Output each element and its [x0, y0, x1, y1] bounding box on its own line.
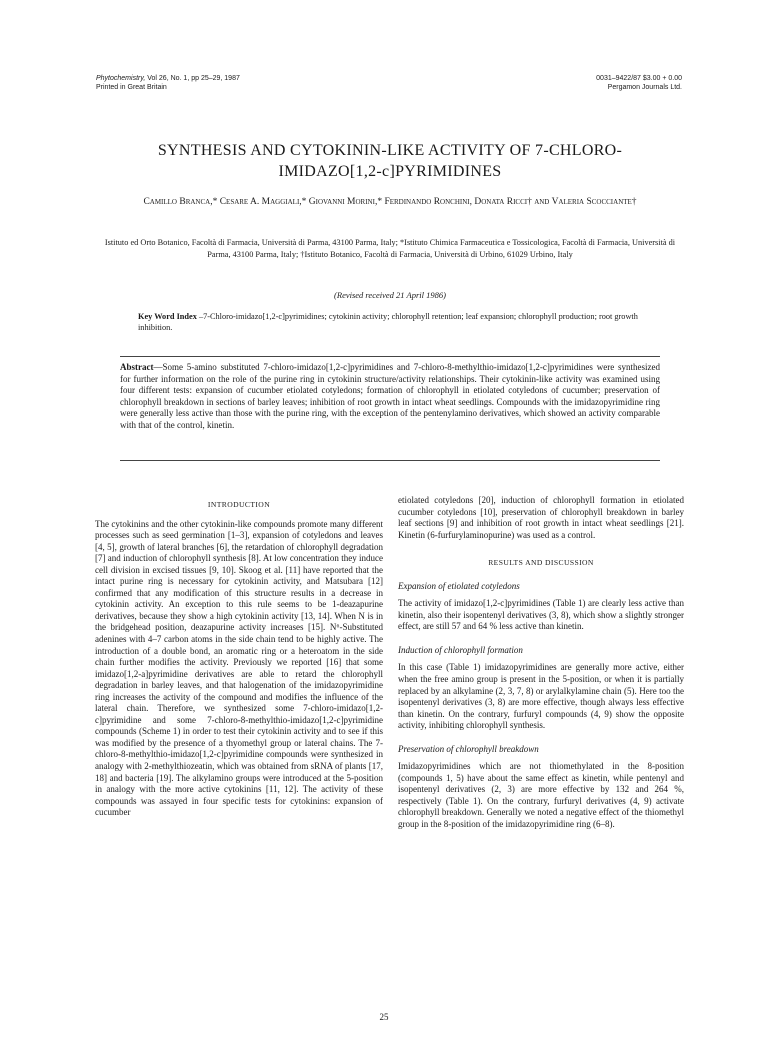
- subheading-induction: Induction of chlorophyll formation: [398, 644, 523, 655]
- introduction-paragraph: The cytokinins and the other cytokinin-like compounds promote many different processes such as seed germination [1–3], expansion of cotyledons and leaves [4, 5], growth of lateral branches [6], the retardation of chlorophyll degradation [7] and induction of chlorophyll synthesis [8]. At low concentration they induce cell division in excised tissues [9, 10]. Skoog et al. [11] have reported that the intact purine ring is necessary for cytokinin activity, and Matsubara [12] confirmed that any modification of this structure results in a decrease in cytokinin activity. An exception to this rule seems to be 1-deazapurine derivatives, because they show a high cytokinin activity [13, 14]. When N is in the bridgehead position, deazapurine activity increases [15]. N⁶-Substituted adenines with 4–7 carbon atoms in the side chain tend to be highly active. The introduction of a double bond, an aromatic ring or a heteroatom in the side chain further modifies the activity. Previously we reported [16] that some imidazo[1,2-a]pyrimidine derivatives are able to retard the chlorophyll degradation in barley leaves, and that halogenation of the imidazopyrimidine ring increases the activity of the compound and modifies the influence of the lateral chain. Therefore, we synthesized some 7-chloro-imidazo[1,2-c]pyrimidine and some 7-chloro-8-methylthio-imidazo[1,2-c]pyrimidine compounds (Scheme 1) in order to test their cytokinin activity and to see if this was modified by the presence of a thyomethyl group or lateral chains. The 7-chloro-8-methylthio-imidazo[1,2-c]pyrimidine compounds were synthesized in analogy with 2-methylthiozeatin, which was obtained from sRNA of plants [17, 18] and bacteria [19]. The alkylamino groups were introduced at the 5-position in analogy with the more active cytokinins [11, 12]. The activity of these compounds was assayed in four specific tests for cytokinins: expansion of cucumber: [95, 518, 383, 818]
- paper-title: SYNTHESIS AND CYTOKININ-LIKE ACTIVITY OF 7-CHLORO-IMIDAZO[1,2-c]PYRIMIDINES: [157, 142, 623, 180]
- results-heading: RESULTS AND DISCUSSION: [488, 558, 594, 568]
- abstract-text: —Some 5-amino substituted 7-chloro-imidazo[1,2-c]pyrimidines and 7-chloro-8-methylthio-imidazo[1,2-c]pyrimidines were synthesized for further information on the role of the purine ring in cytokinin structure/activity relationships. Their cytokinin-like activity was examined using four different tests: expansion of cucumber etiolated cotyledons; formation of chlorophyll in etiolated cotyledons of cucumber; preservation of chlorophyll breakdown in sections of barley leaves; inhibition of root growth in intact wheat seedlings. Compounds with the imidazopyrimidine ring were generally less active than those with the purine ring, with the exception of the pentenylamino derivatives, which showed an activity comparable with that of the control, kinetin.: [120, 362, 660, 430]
- running-header-right: [596, 74, 682, 92]
- introduction-continuation: etiolated cotyledons [20], induction of chlorophyll formation in etiolated cucumber cotyledons [10], preservation of chlorophyll breakdown in barley leaf sections [9] and inhibition of root growth in intact wheat seedlings [21]. Kinetin (6-furfurylaminopurine) was used as a control.: [398, 495, 684, 540]
- preservation-paragraph: Imidazopyrimidines which are not thiomethylated in the 8-position (compounds 1, 5) have about the same effect as kinetin, while pentenyl and isopentenyl derivatives (2, 3) are more effective by 132 and 264 %, respectively (Table 1). On the contrary, furfuryl derivatives (4, 9) activate chlorophyll breakdown. Generally we noted a negative effect of the thiomethyl group in the 8-position of the imidazopyrimidine ring (6–8).: [398, 761, 684, 830]
- keyword-text: –7-Chloro-imidazo[1,2-c]pyrimidines; cytokinin activity; chlorophyll retention; leaf expansion; chlorophyll production; root growth inhibition.: [138, 312, 638, 332]
- expansion-paragraph: The activity of imidazo[1,2-c]pyrimidines (Table 1) are clearly less active than kinetin, also their isopentenyl derivatives (3, 8), which show a slightly stronger effect, are still 57 and 64 % less active than kinetin.: [398, 598, 684, 632]
- affiliations: Istituto ed Orto Botanico, Facoltà di Farmacia, Università di Parma, 43100 Parma, Italy; *Istituto Chimica Farmaceutica e Tossicologica, Facoltà di Farmacia, Università di Parma, 43100 Parma, Italy; †Istituto Botanico, Facoltà di Farmacia, Università di Urbino, 61029 Urbino, Italy: [104, 238, 676, 259]
- subheading-preservation: Preservation of chlorophyll breakdown: [398, 743, 539, 754]
- journal-citation: Vol 26, No. 1, pp 25–29, 1987: [147, 75, 240, 82]
- abstract-top-rule: [120, 356, 660, 357]
- right-column: [398, 495, 684, 831]
- running-header-left: [96, 74, 240, 92]
- keyword-label: Key Word Index: [138, 312, 197, 321]
- induction-paragraph: In this case (Table 1) imidazopyrimidines are generally more active, either when the free amino group is present in the 5-position, or when it is partially replaced by an alkylamine (2, 3, 7, 8) or arylalkylamine chain (5). Here too the isopentenyl derivatives (3, 8) are more effective, though always less effective than kinetin. On the contrary, furfuryl compounds (4, 9) show the opposite activity, inhibiting chlorophyll synthesis.: [398, 662, 684, 731]
- abstract-bottom-rule: [120, 460, 660, 461]
- subheading-expansion: Expansion of etiolated cotyledons: [398, 580, 520, 591]
- author-list: Camillo Branca,* Cesare A. Maggiali,* Giovanni Morini,* Ferdinando Ronchini, Donata Ricci† and Valeria Scocciante†: [143, 197, 637, 207]
- page-number: 25: [379, 1012, 389, 1022]
- left-column: [95, 495, 383, 819]
- abstract: [120, 362, 660, 432]
- keyword-index: [138, 311, 658, 333]
- publisher: Pergamon Journals Ltd.: [607, 84, 682, 91]
- article-code: 0031–9422/87 $3.00 + 0.00: [596, 75, 682, 82]
- journal-name: Phytochemistry,: [96, 75, 146, 82]
- revised-date: (Revised received 21 April 1986): [334, 290, 446, 300]
- introduction-heading: INTRODUCTION: [207, 500, 271, 509]
- abstract-label: Abstract: [120, 362, 154, 372]
- printed-note: Printed in Great Britain: [96, 84, 167, 91]
